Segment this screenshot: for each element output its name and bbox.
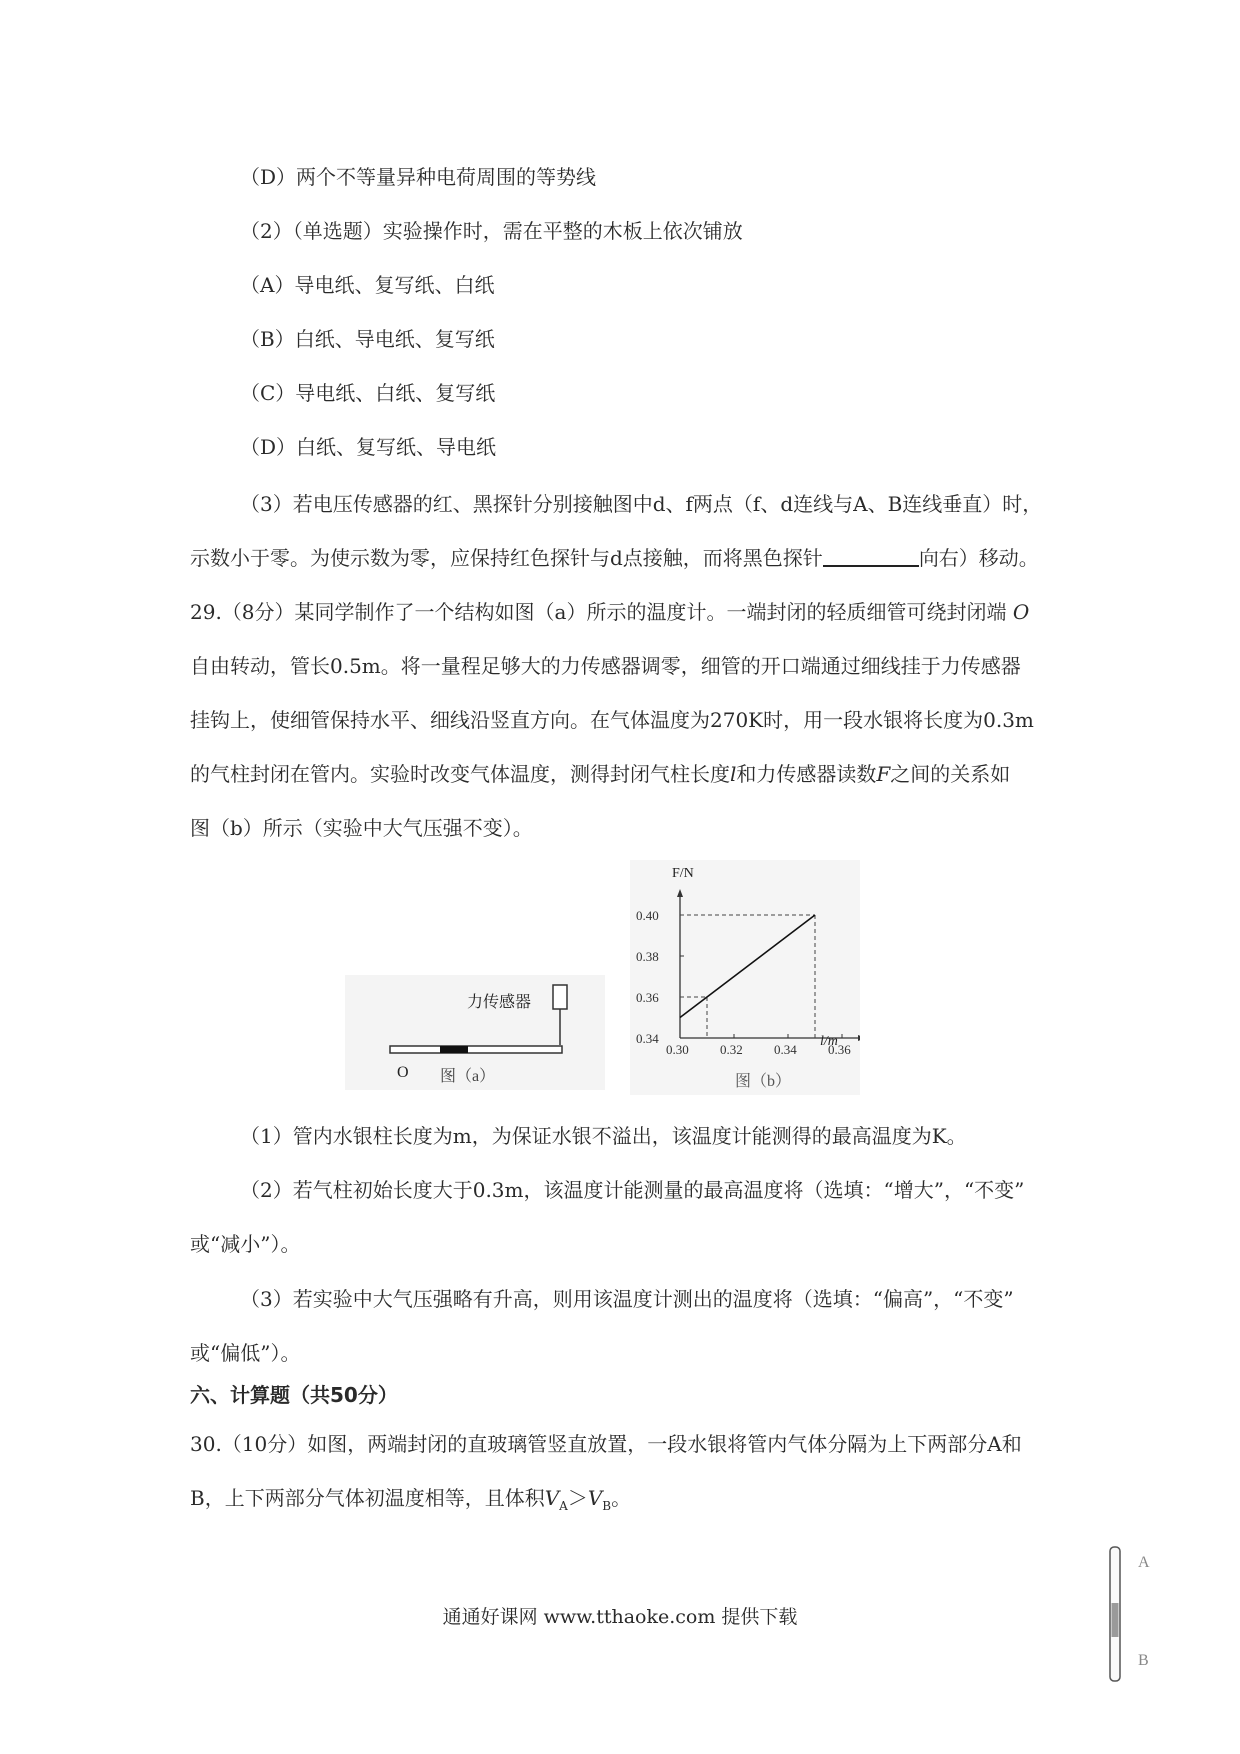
- x-tick-label: 0.32: [720, 1042, 743, 1057]
- variable-v-a: V: [544, 1486, 560, 1510]
- option-a: （A）导电纸、复写纸、白纸: [240, 273, 495, 297]
- variable-v-b: V: [587, 1486, 603, 1510]
- option-d-equipotential: （D）两个不等量异种电荷周围的等势线: [240, 165, 597, 189]
- question-3-text-3: 向右）移动。: [918, 546, 1039, 570]
- x-axis-label: l/m: [820, 1034, 838, 1049]
- x-tick-label: 0.36: [828, 1042, 851, 1057]
- question-3-text-2: 示数小于零。为使示数为零，应保持红色探针与d点接触，而将黑色探针: [190, 546, 823, 570]
- tube-label-b: B: [1138, 1652, 1149, 1669]
- question-29-text-4c: 之间的关系如: [890, 762, 1011, 786]
- question-3-line-1: [240, 490, 1058, 518]
- y-tick-label: 0.34: [636, 1031, 659, 1046]
- question-30-line-2: [190, 1484, 631, 1520]
- question-3-line-2: [190, 544, 1039, 572]
- sub-question-3-line-2: 或“偏低”）。: [190, 1341, 301, 1365]
- figure-b-caption: 图（b）: [735, 1073, 792, 1090]
- mercury-column: [440, 1046, 468, 1053]
- question-30-line-1: 30.（10分）如图，两端封闭的直玻璃管竖直放置，一段水银将管内气体分隔为上下两部分A和: [190, 1432, 1022, 1456]
- subscript-b: B: [602, 1499, 612, 1513]
- question-2: （2）（单选题）实验操作时，需在平整的木板上依次铺放: [240, 219, 743, 243]
- footer: 通通好课网 www.tthaoke.com 提供下载: [442, 1606, 798, 1628]
- sub-question-3-line-1: （3）若实验中大气压强略有升高，则用该温度计测出的温度将（选填：“偏高”，“不变”: [240, 1287, 1014, 1311]
- x-axis-arrow: [858, 1035, 860, 1041]
- tube-label-a: A: [1138, 1554, 1150, 1571]
- option-d: （D）白纸、复写纸、导电纸: [240, 435, 497, 459]
- x-tick-label: 0.34: [774, 1042, 797, 1057]
- figure-b-background: [630, 860, 860, 1095]
- question-29-line-1: [190, 598, 1029, 626]
- sub-question-2-line-1: （2）若气柱初始长度大于0.3m，该温度计能测量的最高温度将（选填：“增大”，“不变”: [240, 1178, 1025, 1202]
- question-30-text: B，上下两部分气体初温度相等，且体积: [190, 1486, 545, 1510]
- y-axis-label: F/N: [672, 866, 694, 881]
- subscript-a: A: [559, 1499, 568, 1513]
- y-tick-label: 0.36: [636, 990, 659, 1005]
- figure-b-chart: [630, 860, 860, 1095]
- variable-f: F: [876, 762, 891, 786]
- label-o: O: [397, 1064, 409, 1081]
- period: 。: [611, 1486, 632, 1510]
- question-29-text-1: 29.（8分）某同学制作了一个结构如图（a）所示的温度计。一端封闭的轻质细管可绕封闭端: [190, 600, 1007, 624]
- question-29-line-5: 图（b）所示（实验中大气压强不变）。: [190, 816, 533, 840]
- figure-a-caption: 图（a）: [440, 1068, 496, 1085]
- question-29-text-4a: 的气柱封闭在管内。实验时改变气体温度，测得封闭气柱长度: [190, 762, 730, 786]
- sub-question-1: （1）管内水银柱长度为m，为保证水银不溢出，该温度计能测得的最高温度为K。: [240, 1124, 967, 1148]
- variable-l: l: [730, 762, 737, 786]
- question-29-line-3: 挂钩上，使细管保持水平、细线沿竖直方向。在气体温度为270K时，用一段水银将长度为0.3m: [190, 708, 1034, 732]
- question-29-line-4: [190, 760, 1010, 788]
- force-sensor-box: [553, 985, 567, 1009]
- sensor-label: 力传感器: [467, 994, 532, 1011]
- tube: [390, 1046, 562, 1053]
- y-tick-label: 0.40: [636, 908, 659, 923]
- option-b: （B）白纸、导电纸、复写纸: [240, 327, 495, 351]
- x-tick-label: 0.30: [666, 1042, 689, 1057]
- figure-a: [345, 975, 605, 1090]
- question-3-text-1: （3）若电压传感器的红、黑探针分别接触图中d、f两点（f、d连线与A、B连线垂直）时，: [240, 492, 1043, 516]
- y-tick-label: 0.38: [636, 949, 659, 964]
- sub-question-2-line-2: 或“减小”）。: [190, 1232, 301, 1256]
- greater-than-sign: ＞: [567, 1486, 588, 1510]
- question-29-line-2: 自由转动，管长0.5m。将一量程足够大的力传感器调零，细管的开口端通过细线挂于力传感器: [190, 654, 1021, 678]
- section-6-heading: 六、计算题（共50分）: [190, 1383, 398, 1407]
- option-c: （C）导电纸、白纸、复写纸: [240, 381, 496, 405]
- question-29-text-4b: 和力传感器读数: [736, 762, 877, 786]
- variable-o: O: [1012, 600, 1030, 624]
- answer-blank[interactable]: [823, 547, 919, 567]
